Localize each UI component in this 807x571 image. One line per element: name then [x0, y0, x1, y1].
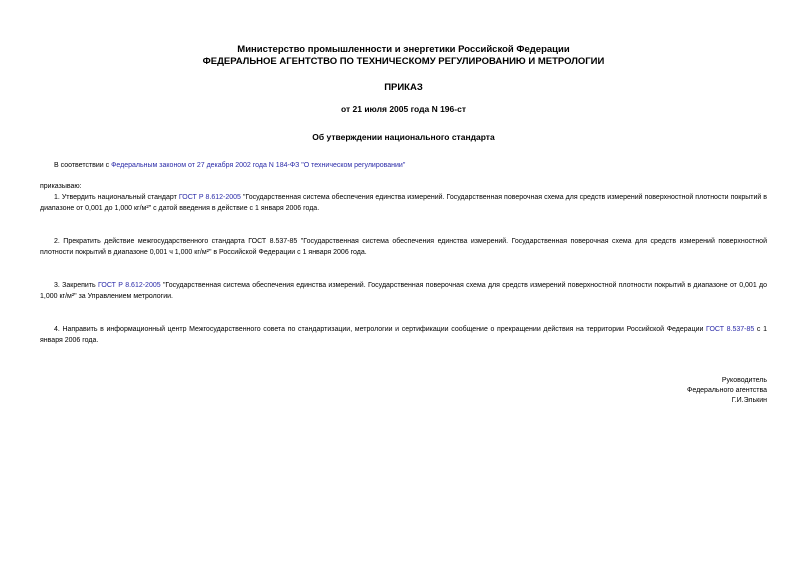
order-item-1-text: "Государственная система обеспечения единства измерений. Государственная поверочная схема для средств измерений поверхностной плотности покрытий в диапазоне от 0,001 до 1,000 кг/м²" с датой введения в действие с 1 января 2006 года. [40, 194, 768, 212]
order-item-4 [40, 325, 767, 346]
gost-8-537-link[interactable]: ГОСТ 8.537-85 [706, 326, 755, 333]
order-item-2 [40, 237, 767, 258]
order-item-4-prefix: 4. Направить в информационный центр Межгосударственного совета по стандартизации, метрологии и сертификации сообщение о прекращении действия на территории Российской Федерации [54, 326, 707, 333]
signature-name: Г.И.Элькин [731, 397, 767, 404]
order-item-3-text: "Государственная система обеспечения единства измерений. Государственная поверочная схема для средств измерений поверхностной плотности покрытий в диапазоне от 0,001 до 1,000 кг/м²" за Управлением метрологии. [40, 282, 767, 300]
order-item-3 [40, 281, 767, 302]
order-item-4-text: с 1 января 2006 года. [40, 326, 767, 344]
order-item-3-prefix: 3. Закрепить [54, 282, 98, 289]
preamble [54, 161, 405, 172]
order-item-1-prefix: 1. Утвердить национальный стандарт [54, 194, 179, 201]
order-word: приказываю: [40, 183, 82, 190]
gost-r-8-612-link[interactable]: ГОСТ Р 8.612-2005 [178, 194, 241, 201]
document-date: от 21 июля 2005 года N 196-ст [341, 104, 466, 114]
gost-r-8-612-link-2[interactable]: ГОСТ Р 8.612-2005 [97, 282, 161, 289]
document-type: ПРИКАЗ [384, 82, 423, 93]
signature-agency: Федерального агентства [687, 387, 767, 394]
ministry-name: Министерство промышленности и энергетики Российской Федерации [237, 44, 570, 55]
order-item-1 [40, 193, 767, 214]
preamble-text: В соответствии с [54, 162, 112, 169]
agency-name: ФЕДЕРАЛЬНОЕ АГЕНТСТВО ПО ТЕХНИЧЕСКОМУ РЕГУЛИРОВАНИЮ И МЕТРОЛОГИИ [202, 56, 605, 67]
document-title: Об утверждении национального стандарта [312, 132, 495, 142]
federal-law-link[interactable]: Федеральным законом от 27 декабря 2002 года N 184-ФЗ "О техническом регулировании" [111, 162, 406, 169]
signature-title: Руководитель [721, 377, 767, 384]
order-item-2-text: 2. Прекратить действие межгосударственного стандарта ГОСТ 8.537-85 "Государственная система обеспечения единства измерений. Государственная поверочная схема для средств измерений поверхностной плотности покрытий в диапазоне 0,001 ч 1,000 кг/м²" в Российской Федерации с 1 января 2006 года. [40, 238, 767, 256]
